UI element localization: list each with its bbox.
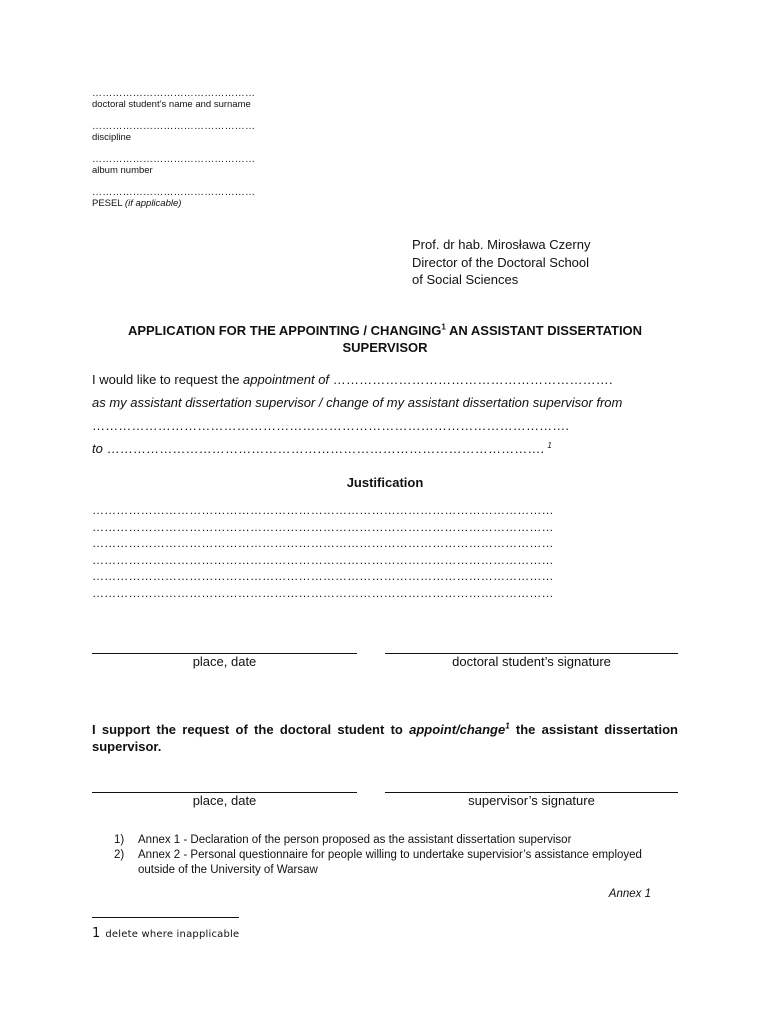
annex-text: Annex 1 - Declaration of the person proposed as the assistant dissertation supervisor [138,834,572,846]
request-line-4 [92,441,692,464]
discipline-field [92,121,352,154]
appointee-dots[interactable]: ………………………………………………………. [329,372,613,387]
album-number-field-dots[interactable]: ………………………………………… [92,154,256,165]
document-title [92,322,678,356]
title-line-2: SUPERVISOR [342,340,428,355]
annex-item [114,833,674,848]
annex-number: 1) [114,834,125,846]
title-footnote-mark: 1 [441,322,446,332]
discipline-field-label: discipline [92,132,132,143]
annex-number: 2) [114,849,125,861]
support-footnote-mark: 1 [505,721,510,731]
justification-line[interactable]: …………………………………………………………………………………………………… [92,569,554,583]
discipline-field-dots[interactable]: ………………………………………… [92,121,256,132]
place-date-label: place, date [192,654,257,669]
justification-line[interactable]: …………………………………………………………………………………………………… [92,536,554,550]
annex-list [114,833,674,878]
request-line-3 [92,418,692,441]
addressee [412,236,712,289]
pesel-field [92,187,352,220]
request-line-2 [92,395,692,418]
annex-label: Annex 1 [608,888,651,900]
footnote-separator [92,917,239,918]
justification-line[interactable]: …………………………………………………………………………………………………… [92,519,554,534]
name-field-dots[interactable]: ………………………………………… [92,88,256,99]
addressee-line-1: Prof. dr hab. Mirosława Czerny [412,237,591,252]
name-field [92,88,352,121]
request-footnote-mark: 1 [547,440,552,450]
supervisor-place-date-label: place, date [192,793,257,808]
name-field-label: doctoral student’s name and surname [92,99,251,110]
support-text-2: the assistant dissertation supervisor. [92,722,678,754]
footnote [92,922,239,941]
title-part-2: AN ASSISTANT DISSERTATION [445,323,643,338]
request-appointment: appointment of [243,372,330,387]
request-line-1 [92,372,692,395]
justification-line[interactable]: …………………………………………………………………………………………………… [92,585,554,600]
annex-item [114,848,674,878]
request-to: to [92,441,103,456]
support-italic: appoint/change [409,722,506,737]
pesel-field-dots[interactable]: ………………………………………… [92,187,256,198]
justification-line[interactable]: …………………………………………………………………………………………………… [92,552,554,567]
request-paragraph [92,372,692,464]
pesel-label: PESEL [92,198,123,209]
annex-text: Annex 2 - Personal questionnaire for people willing to undertake supervisior’s assistance employed outside of the University of Warsaw [138,849,642,876]
justification-line[interactable]: …………………………………………………………………………………………………… [92,503,554,517]
support-statement [92,721,678,755]
request-intro: I would like to request the [92,372,244,387]
addressee-line-3: of Social Sciences [412,272,519,287]
supervisor-signature-label: supervisor’s signature [468,793,595,808]
pesel-note: (if applicable) [124,198,182,209]
justification-lines [92,502,692,601]
title-part-1: APPLICATION FOR THE APPOINTING / CHANGING [127,323,442,338]
from-dots[interactable]: ………………………………………………………………………………………………. [92,418,570,433]
to-dots[interactable]: ………………………………………………………………………………………. [102,441,545,456]
pesel-field-label [92,198,352,209]
addressee-line-2: Director of the Doctoral School [412,254,590,270]
album-number-field-label: album number [92,165,153,176]
title-line-1 [92,322,678,339]
support-text-1: I support the request of the doctoral student to [92,722,410,737]
student-signature-label: doctoral student’s signature [452,654,611,669]
footnote-text: delete where inapplicable [105,929,240,940]
footnote-number: 1 [92,926,101,941]
header-fields [92,88,352,220]
request-line-2-text: as my assistant dissertation supervisor / change of my assistant dissertation supervisor from [92,395,623,410]
album-number-field [92,154,352,187]
justification-heading: Justification [346,475,424,490]
